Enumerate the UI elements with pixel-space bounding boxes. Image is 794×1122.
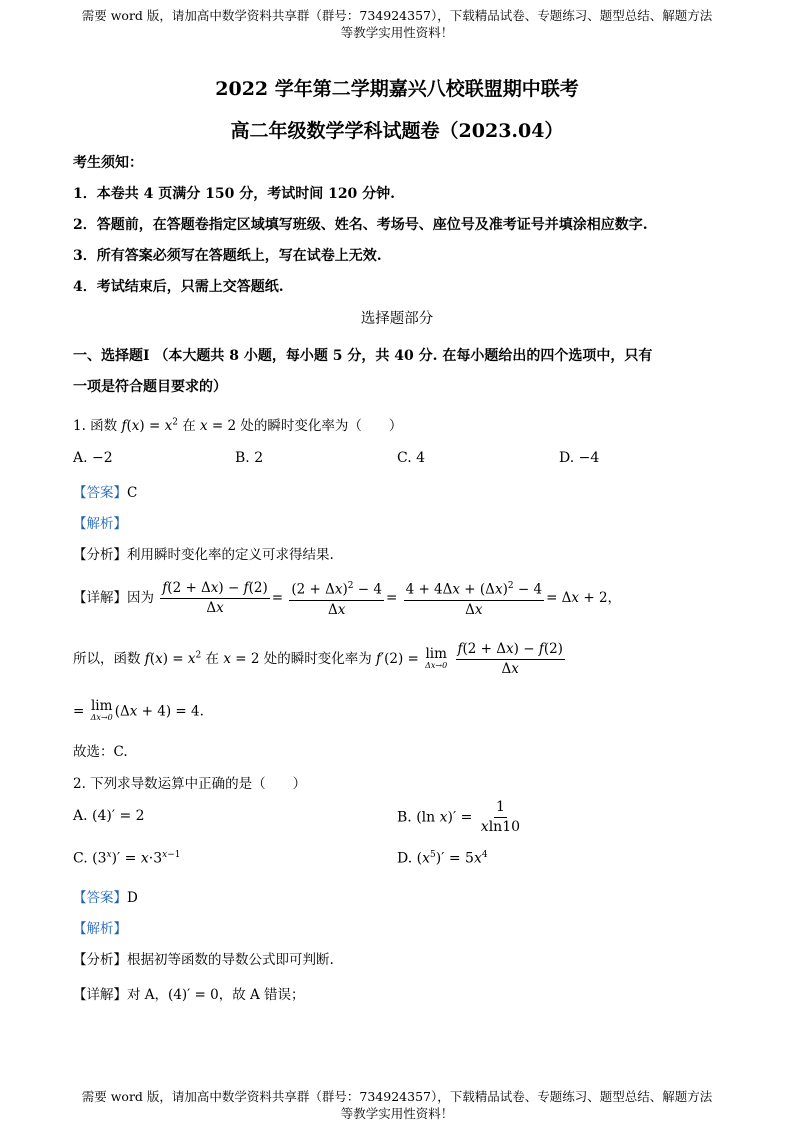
exam-subtitle: 高二年级数学学科试题卷（2023.04） xyxy=(230,120,564,142)
answer-tag: 【答案】 xyxy=(73,890,127,906)
notice-heading: 考生须知： xyxy=(73,155,143,171)
exam-title: 2022 学年第二学期嘉兴八校联盟期中联考 xyxy=(215,78,579,100)
notice-item-4: 4．考试结束后，只需上交答题纸. xyxy=(73,279,284,295)
q1-detail-line-1: 【详解】因为 $\frac{f(2 + \Delta x) - f(2)}{\Delta x}$ = $\frac{(2 + \Delta x)^2 - 4}{\Delta x}$ = $\frac{4 + 4\Delta x + (\Delta x)^2 - 4}{\Delta x}$ = Δx + 2， xyxy=(73,577,621,620)
notice-item-1: 1．本卷共 4 页满分 150 分，考试时间 120 分钟. xyxy=(73,186,396,202)
q1-option-c: C. 4 xyxy=(397,450,426,466)
notice-item-2: 2．答题前，在答题卷指定区域填写班级、姓名、考场号、座位号及准考证号并填涂相应数字. xyxy=(73,217,648,233)
limit-operator: lim Δx→0 xyxy=(90,698,113,722)
q2-detail: 【详解】对 A，(4)′ = 0，故 A 错误； xyxy=(73,987,305,1003)
q2-answer: 【答案】D xyxy=(73,890,138,906)
q2-analysis-tag: 【解析】 xyxy=(73,921,127,937)
header-line-1: 需要 word 版，请加高中数学资料共享群（群号：734924357），下载精品试卷、专题练习、题型总结、解题方法 xyxy=(81,8,713,23)
q1-detail-line-3: = lim Δx→0 (Δx + 4) = 4. xyxy=(73,698,204,722)
q1-detail-line-2: 所以，函数 $f(x) = x^2$ 在 x = 2 处的瞬时变化率为 f′(2) = lim Δx→0 $\frac{f(2 + \Delta x) - f(2)}{\Delta x}$ xyxy=(73,641,563,677)
part1-instructions-line-2: 一项是符合题目要求的） xyxy=(73,379,227,395)
q1-function-formula: f xyxy=(121,418,127,434)
q2-option-d: D. $(x^5)' = 5x^4$ xyxy=(397,850,488,867)
q2-option-c: C. $(3^x)' = x\cdot 3^{x-1}$ xyxy=(73,850,181,867)
difference-quotient-fraction: $\frac{f(2 + \Delta x) - f(2)}{\Delta x}$ xyxy=(162,579,268,616)
q1-option-d: D. −4 xyxy=(559,450,600,466)
header-line-2: 等教学实用性资料！ xyxy=(340,25,454,40)
q1-point-formula: x xyxy=(200,418,208,434)
q2-option-a: A. (4)′ = 2 xyxy=(73,808,145,824)
q1-stem: 1. 函数 $f(x) = x^2$ 在 x = 2 处的瞬时变化率为（ ） xyxy=(73,417,403,434)
q1-option-a: A. −2 xyxy=(73,450,113,466)
section-title: 选择题部分 xyxy=(360,311,434,327)
q1-option-b: B. 2 xyxy=(235,450,264,466)
page-header xyxy=(40,7,754,41)
q2-stem: 2. 下列求导数运算中正确的是（ ） xyxy=(73,776,307,792)
expanded-fraction-2: $\frac{4 + 4\Delta x + (\Delta x)^2 - 4}{\Delta x}$ xyxy=(404,577,545,620)
notice-item-3: 3．所有答案必须写在答题纸上，写在试卷上无效. xyxy=(73,248,382,264)
q1-conclusion: 故选：C. xyxy=(73,744,128,760)
answer-tag: 【答案】 xyxy=(73,485,127,501)
footer-line-2: 等教学实用性资料！ xyxy=(340,1106,454,1121)
footer-line-1: 需要 word 版，请加高中数学资料共享群（群号：734924357），下载精品试卷、专题练习、题型总结、解题方法 xyxy=(81,1089,713,1104)
q2-option-b: B. (ln x)′ = $\frac{1}{xln10}$ xyxy=(397,799,521,835)
page-footer xyxy=(40,1088,754,1122)
q1-answer: 【答案】C xyxy=(73,485,138,501)
part1-instructions-line-1: 一、选择题Ⅰ （本大题共 8 小题，每小题 5 分，共 40 分. 在每小题给出的四个选项中，只有 xyxy=(73,348,653,364)
q1-analysis-tag: 【解析】 xyxy=(73,516,127,532)
q1-fenxi: 【分析】利用瞬时变化率的定义可求得结果. xyxy=(73,547,334,563)
q2-fenxi: 【分析】根据初等函数的导数公式即可判断. xyxy=(73,952,334,968)
limit-operator: lim Δx→0 xyxy=(425,645,448,670)
derivative-limit-fraction: $\frac{f(2 + \Delta x) - f(2)}{\Delta x}$ xyxy=(457,641,563,677)
expanded-fraction-1: $\frac{(2 + \Delta x)^2 - 4}{\Delta x}$ xyxy=(289,577,384,620)
